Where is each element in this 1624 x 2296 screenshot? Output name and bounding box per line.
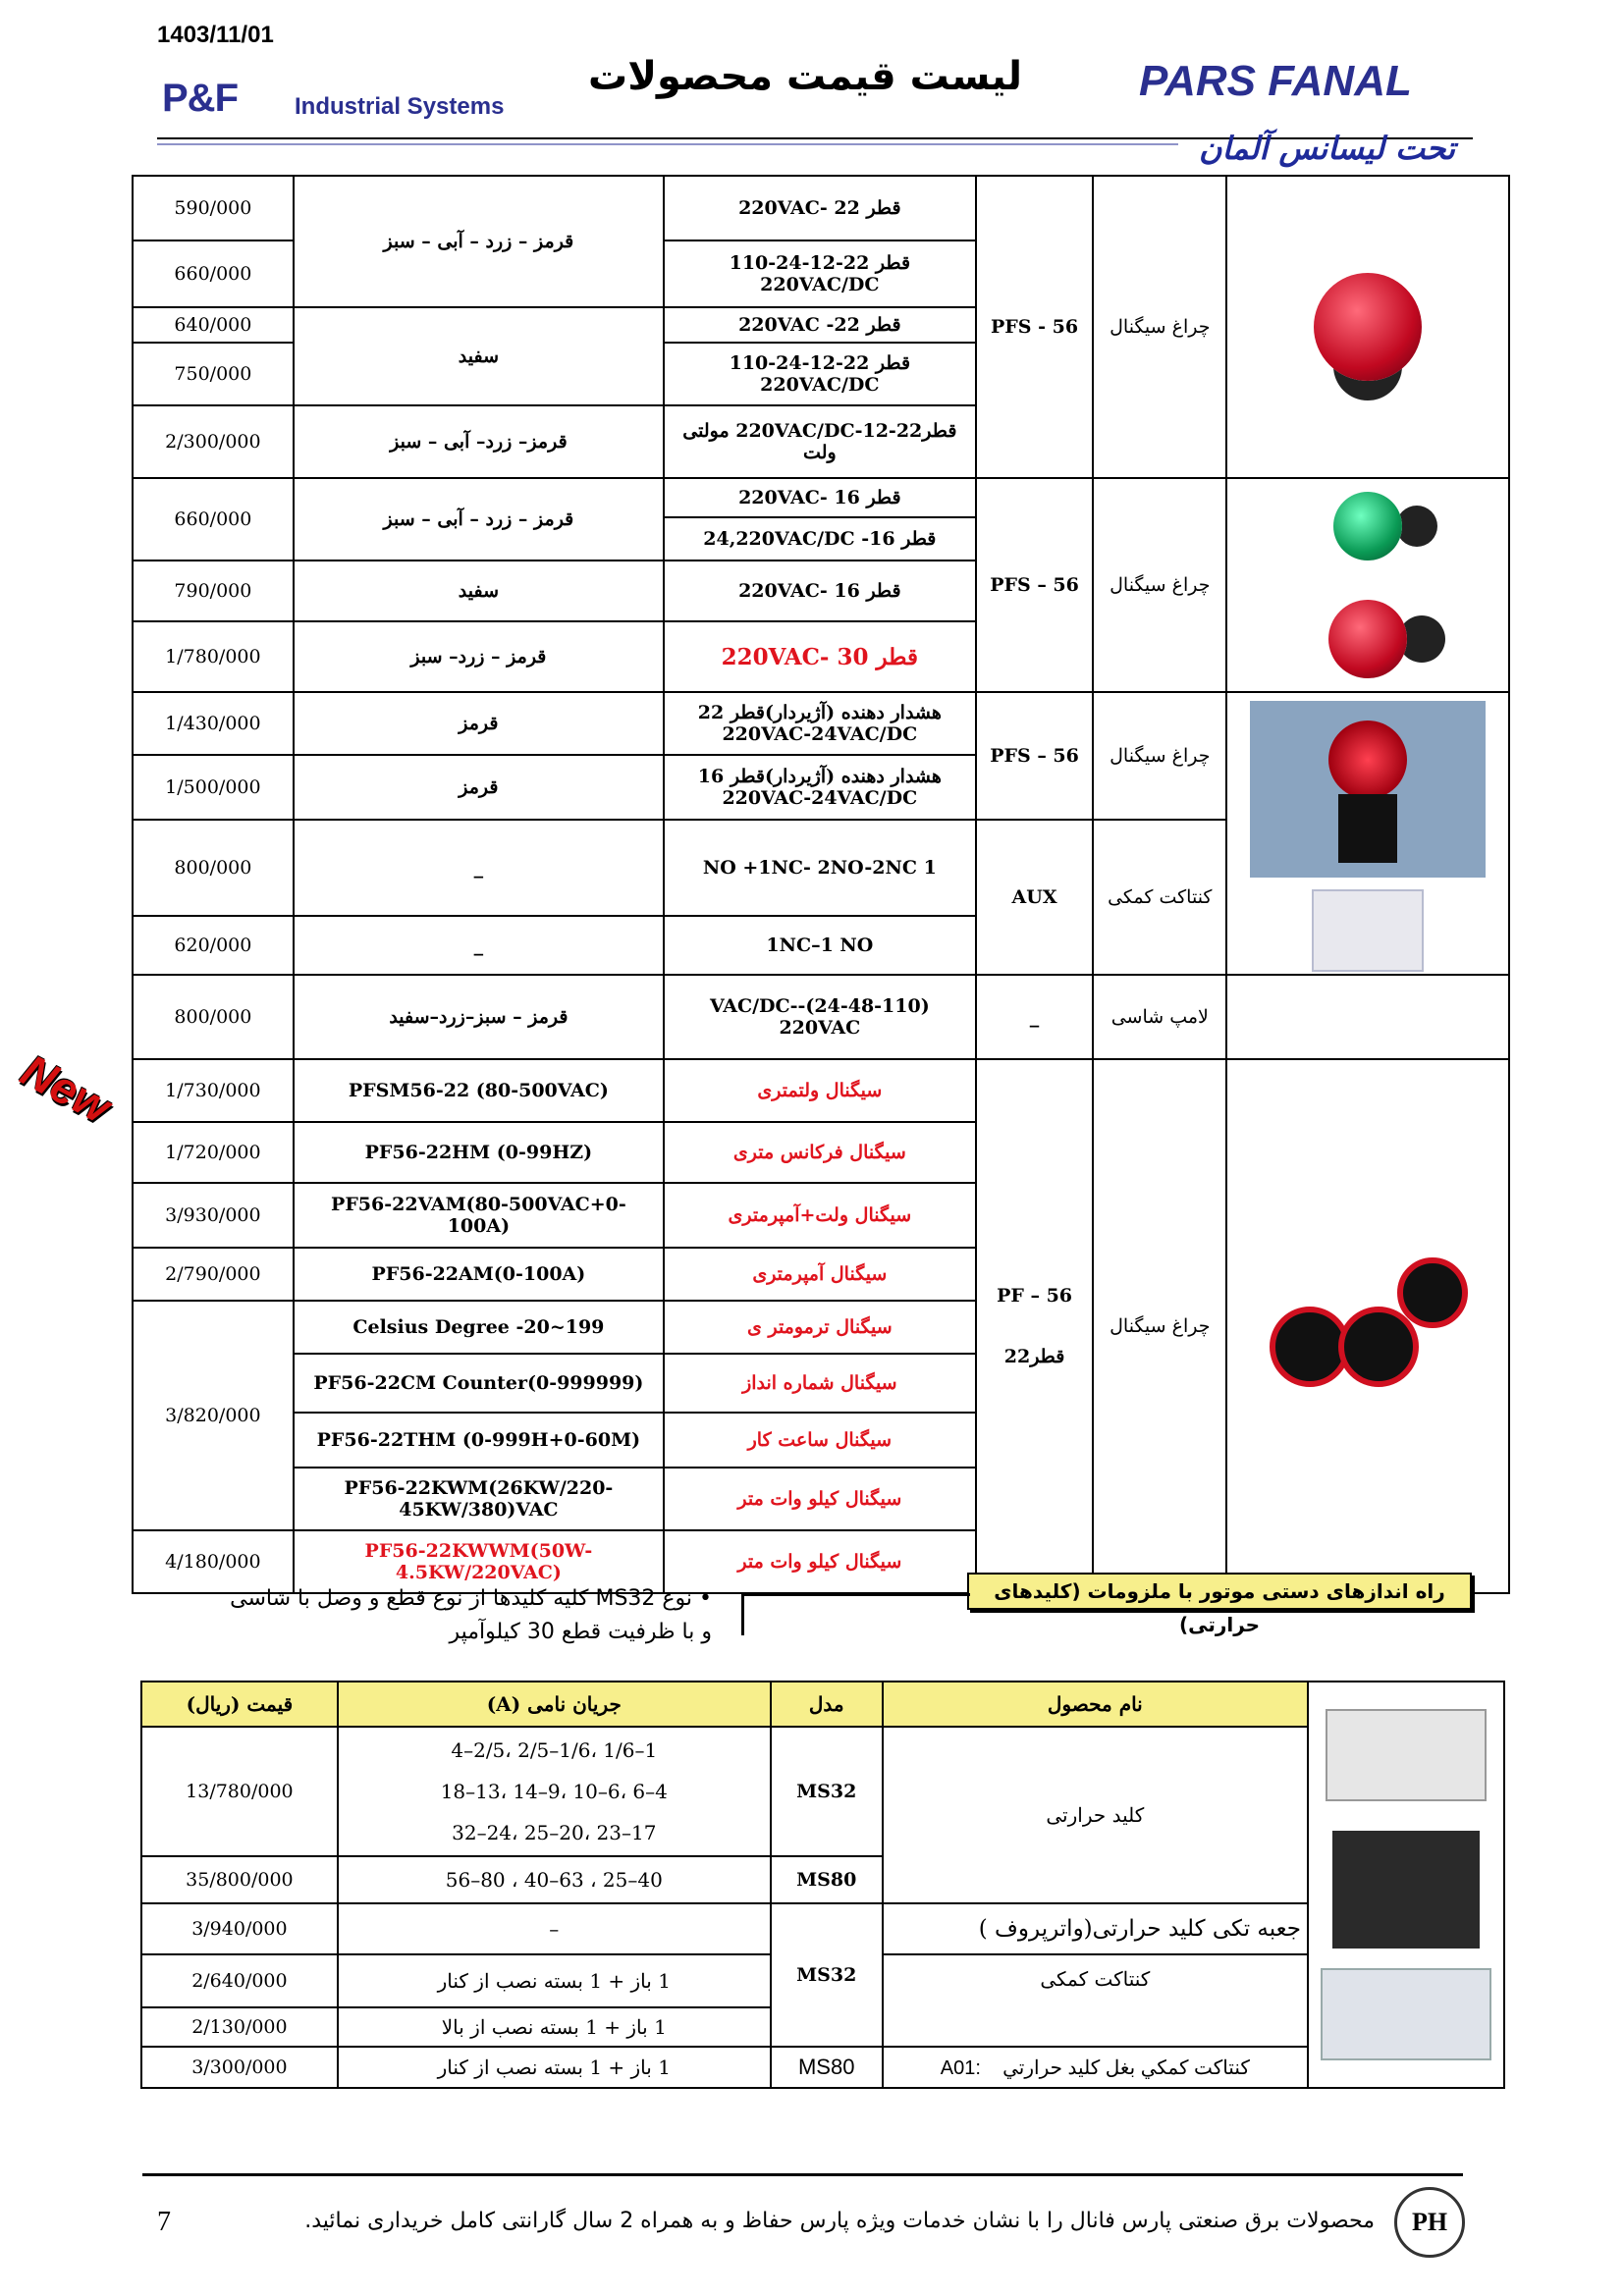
price-cell: 660/000 — [133, 240, 294, 307]
price-cell: 35/800/000 — [141, 1856, 338, 1903]
table-row — [133, 1059, 1509, 1122]
green-signal-lamp-image — [1333, 492, 1402, 561]
product-name-cell — [883, 2047, 1308, 2088]
type-cell: سیگنال آمپرمتری — [664, 1248, 976, 1301]
code-cell: PF56-22HM (0-99HZ) — [294, 1122, 664, 1183]
type-cell: سیگنال کیلو وات متر — [664, 1530, 976, 1593]
page-number: 7 — [157, 2207, 171, 2237]
code-cell: PF56-22KWWM(50W-4.5KW/220VAC) — [294, 1530, 664, 1593]
footer-note: محصولات برق صنعتی پارس فانال را با نشان خدمات ویژه پارس حفاظ و به همراه 2 سال گارانتی کامل خریداری نمائید. — [304, 2209, 1375, 2233]
spec-cell: هشدار دهنده (آژیردار)قطر 16 220VAC-24VAC/DC — [664, 755, 976, 820]
current-cell: 1 باز + 1 بسته نصب از کنار — [338, 2047, 771, 2088]
product-image-cell — [1226, 1059, 1509, 1593]
product-name-cell: کلید حرارتی — [883, 1727, 1308, 1903]
color-cell: _ — [294, 820, 664, 916]
red-signal-lamp-image — [1314, 273, 1422, 381]
price-cell: 1/730/000 — [133, 1059, 294, 1122]
bullet-note: • نوع MS32 کلیه کلیدها از نوع قطع و وصل با شاسی و با ظرفیت قطع 30 کیلوآمپر — [230, 1586, 712, 1644]
product-name-cell: چراغ سیگنال — [1093, 176, 1226, 478]
brand-name: PARS FANAL — [1139, 57, 1412, 105]
price-cell: 640/000 — [133, 307, 294, 343]
current-cell: 1 باز + 1 بسته نصب از کنار — [338, 1954, 771, 2007]
price-cell: 2/640/000 — [141, 1954, 338, 2007]
type-cell: سیگنال ساعت کار — [664, 1413, 976, 1468]
price-cell: 660/000 — [133, 478, 294, 561]
model-cell: _ — [976, 975, 1094, 1059]
model-cell: MS80 — [771, 1856, 883, 1903]
model-cell — [976, 1059, 1094, 1593]
header-model: مدل — [771, 1682, 883, 1727]
product-image-cell — [1226, 176, 1509, 478]
current-cell: – — [338, 1903, 771, 1954]
product-name-cell: کنتاکت کمکی — [1093, 820, 1226, 975]
model-cell: MS80 — [771, 2047, 883, 2088]
spec-cell: قطر 16- 24,220VAC/DC — [664, 517, 976, 561]
price-cell: 2/130/000 — [141, 2007, 338, 2047]
date: 1403/11/01 — [157, 22, 274, 48]
bracket-line — [741, 1593, 970, 1635]
model-cell: MS32 — [771, 1903, 883, 2047]
buzzer-lamp-body — [1338, 794, 1397, 863]
spec-cell: قطر 22 -220VAC — [664, 176, 976, 240]
model-cell: MS32 — [771, 1727, 883, 1856]
price-cell: 3/300/000 — [141, 2047, 338, 2088]
product-image-cell — [1226, 478, 1509, 692]
model-label: PF – 56 — [997, 1285, 1073, 1307]
table-row — [133, 176, 1509, 240]
price-cell: 3/940/000 — [141, 1903, 338, 1954]
spec-cell: قطر 30 -220VAC — [664, 621, 976, 692]
table-row — [133, 692, 1509, 755]
buzzer-lamp-image — [1250, 701, 1486, 878]
current-cell: 1 باز + 1 بسته نصب از بالا — [338, 2007, 771, 2047]
color-cell: _ — [294, 916, 664, 975]
thermal-switch-image — [1326, 1709, 1487, 1801]
code-cell: PFSM56-22 (80-500VAC) — [294, 1059, 664, 1122]
color-cell: سفید — [294, 561, 664, 621]
model-cell: AUX — [976, 820, 1094, 975]
section-title: راه اندازهای دستی موتور با ملزومات (کلیدهای حرارتی) — [967, 1573, 1472, 1610]
code-cell: Celsius Degree -20~199 — [294, 1301, 664, 1354]
code-cell: PF56-22KWM(26KW/220-45KW/380)VAC — [294, 1468, 664, 1530]
thermal-switch-ms80-image — [1332, 1831, 1480, 1949]
current-cell: 40–25 ، 63–40 ، 80–56 — [338, 1856, 771, 1903]
aux-contact-image — [1312, 889, 1424, 972]
product-name-cell: لامپ شاسی — [1093, 975, 1226, 1059]
spec-cell: قطر 22- 220VAC — [664, 307, 976, 343]
table-header-row — [141, 1682, 1504, 1727]
license-text: تحت لیسانس آلمان — [1198, 130, 1455, 167]
price-cell: 750/000 — [133, 343, 294, 405]
product-name-cell: چراغ سیگنال — [1093, 1059, 1226, 1593]
price-cell: 1/780/000 — [133, 621, 294, 692]
spec-cell: قطر 16 -220VAC — [664, 478, 976, 517]
new-badge: New — [13, 1043, 120, 1134]
color-cell: قرمز – زرد – آبی – سبز — [294, 478, 664, 561]
color-cell: قرمز – زرد – آبی – سبز — [294, 176, 664, 307]
price-table-thermal-switches — [140, 1681, 1505, 2089]
aux-contact-ms-image — [1321, 1968, 1491, 2060]
spec-cell: هشدار دهنده (آژیردار)قطر 22 220VAC-24VAC/DC — [664, 692, 976, 755]
price-cell: 790/000 — [133, 561, 294, 621]
price-table-signal-lamps — [132, 175, 1510, 1594]
code-cell: PF56-22THM (0-999H+0-60M) — [294, 1413, 664, 1468]
product-name-cell: کنتاکت کمکی — [883, 1954, 1308, 2047]
code-cell: PF56-22VAM(80-500VAC+0-100A) — [294, 1183, 664, 1248]
table-row — [133, 975, 1509, 1059]
current-cell — [338, 1727, 771, 1856]
current-line: 4–6 ،6–10 ،9–14 ،13–18 — [440, 1780, 668, 1803]
company-logo-text: P&F — [162, 77, 238, 120]
color-cell: قرمز – زرد– سبز — [294, 621, 664, 692]
price-cell: 620/000 — [133, 916, 294, 975]
price-cell: 2/790/000 — [133, 1248, 294, 1301]
type-cell: سیگنال شماره انداز — [664, 1354, 976, 1413]
table-row — [141, 1903, 1504, 1954]
page-title: لیست قیمت محصولات — [588, 54, 1022, 99]
current-line: 1–1/6 ،1/6–2/5 ،2/5–4 — [451, 1738, 658, 1762]
current-line: 17–23 ،20–25 ،24–32 — [452, 1821, 657, 1844]
price-cell: 590/000 — [133, 176, 294, 240]
color-cell: قرمز — [294, 755, 664, 820]
price-cell: 2/300/000 — [133, 405, 294, 478]
price-cell: 3/820/000 — [133, 1301, 294, 1530]
code-cell: PF56-22AM(0-100A) — [294, 1248, 664, 1301]
product-code-text: :A01 — [940, 2056, 981, 2079]
header-current: جریان نامی (A) — [338, 1682, 771, 1727]
price-cell: 1/500/000 — [133, 755, 294, 820]
price-cell: 4/180/000 — [133, 1530, 294, 1593]
product-name-cell: جعبه تکی کلید حرارتی(واترپروف ) — [883, 1903, 1308, 1954]
type-cell: سیگنال ترمومتر ی — [664, 1301, 976, 1354]
code-cell: PF56-22CM Counter(0-999999) — [294, 1354, 664, 1413]
product-image-cell — [1226, 975, 1509, 1059]
price-cell: 13/780/000 — [141, 1727, 338, 1856]
price-cell: 1/430/000 — [133, 692, 294, 755]
product-image-cell — [1308, 1682, 1504, 2088]
color-cell: قرمز– زرد– آبی – سبز — [294, 405, 664, 478]
pars-hefaz-seal-icon: PH — [1394, 2187, 1465, 2258]
model-cell: PFS – 56 — [976, 478, 1094, 692]
model-cell: PFS - 56 — [976, 176, 1094, 478]
price-cell: 3/930/000 — [133, 1183, 294, 1248]
header-price: قیمت (ریال) — [141, 1682, 338, 1727]
red-signal-lamp-30-image — [1328, 600, 1407, 678]
price-cell: 800/000 — [133, 975, 294, 1059]
header-divider-blue — [157, 143, 1178, 145]
type-cell: سیگنال ولت+آمپرمتری — [664, 1183, 976, 1248]
spec-cell: 1NC–1 NO — [664, 916, 976, 975]
color-cell: قرمز – سبز–زرد–سفید — [294, 975, 664, 1059]
product-name-cell: چراغ سیگنال — [1093, 478, 1226, 692]
digital-meter-lamps-image — [1270, 1257, 1466, 1395]
meter-lamp-3 — [1397, 1257, 1468, 1328]
model-cell: PFS – 56 — [976, 692, 1094, 820]
company-logo — [162, 77, 238, 121]
model-sub-label: قطر22 — [1003, 1346, 1065, 1367]
price-cell: 1/720/000 — [133, 1122, 294, 1183]
table-row — [133, 478, 1509, 517]
company-subtitle: Industrial Systems — [295, 93, 505, 120]
product-image-cell — [1226, 692, 1509, 975]
type-cell: سیگنال کیلو وات متر — [664, 1468, 976, 1530]
header-name: نام محصول — [883, 1682, 1308, 1727]
price-cell: 800/000 — [133, 820, 294, 916]
color-cell: قرمز — [294, 692, 664, 755]
spec-cell: قطر 22-12-24-110 220VAC/DC — [664, 343, 976, 405]
table-row — [141, 2047, 1504, 2088]
type-cell: سیگنال ولتمتری — [664, 1059, 976, 1122]
product-name-text: کنتاکت کمكي بغل كليد حرارتي — [1002, 2056, 1250, 2079]
spec-cell: قطر 22-12-24-110 220VAC/DC — [664, 240, 976, 307]
type-cell: سیگنال فرکانس متری — [664, 1122, 976, 1183]
color-cell: سفید — [294, 307, 664, 405]
meter-lamp-2 — [1338, 1307, 1419, 1387]
spec-cell: 1 NO +1NC- 2NO-2NC — [664, 820, 976, 916]
spec-cell: (24-48-110)VAC/DC-- 220VAC — [664, 975, 976, 1059]
product-name-cell: چراغ سیگنال — [1093, 692, 1226, 820]
spec-cell: قطر 16 -220VAC — [664, 561, 976, 621]
buzzer-lamp-head — [1328, 721, 1407, 799]
table-row — [141, 1727, 1504, 1856]
spec-cell: قطر22-12-220VAC/DC مولتی ولت — [664, 405, 976, 478]
footer-divider — [142, 2173, 1463, 2176]
